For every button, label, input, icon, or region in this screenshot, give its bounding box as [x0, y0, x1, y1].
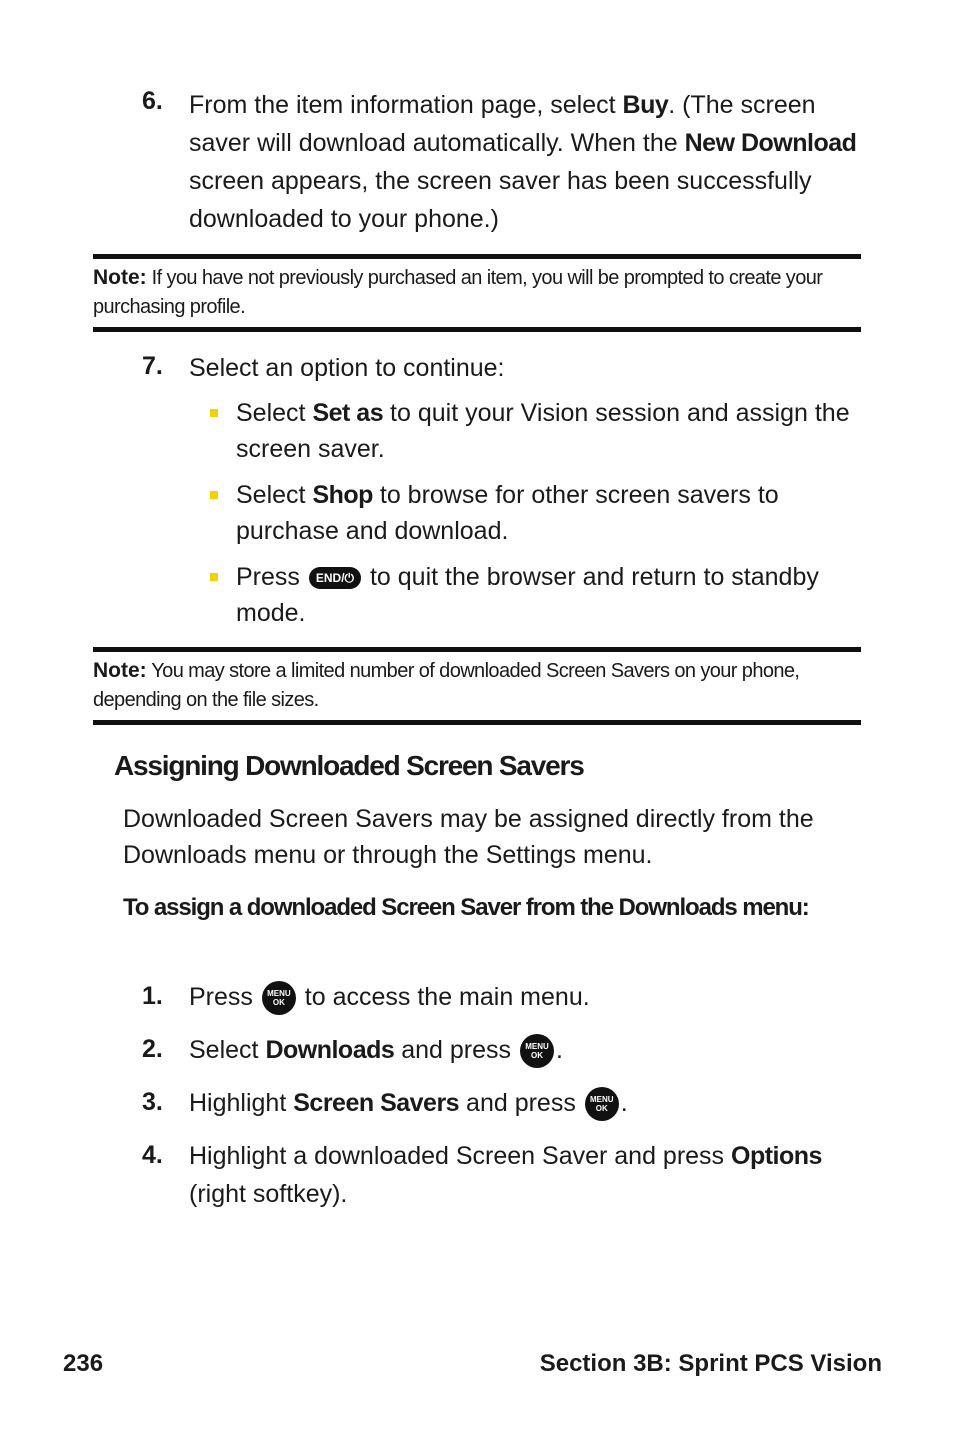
- menu-ok-key-icon: MENU OK: [585, 1087, 619, 1121]
- section-intro: Downloaded Screen Savers may be assigned directly from the Downloads menu or through the Settings menu.: [123, 805, 814, 869]
- step-number: 3.: [142, 1088, 163, 1116]
- shop-option: Shop: [312, 481, 373, 509]
- step-number: 7.: [142, 352, 163, 380]
- step-number: 1.: [142, 982, 163, 1010]
- downloads-menu: Downloads: [265, 1036, 395, 1064]
- note-box: [93, 254, 861, 332]
- new-download-screen: New Download: [684, 129, 857, 157]
- page-number: 236: [63, 1350, 104, 1377]
- step-number: 4.: [142, 1141, 163, 1169]
- bullet-icon: [210, 409, 218, 417]
- note-label: Note:: [93, 266, 147, 289]
- note-text: You may store a limited number of downloaded Screen Savers on your phone, depending on the file sizes.: [93, 660, 800, 711]
- step-number: 2.: [142, 1035, 163, 1063]
- bullet-icon: [210, 573, 218, 581]
- screen-savers-menu: Screen Savers: [293, 1089, 460, 1117]
- step-text: From the item information page, select Buy. (The screen saver will download automatically. When the New Download screen appears, the screen saver has been successfully downloaded to your phone.): [189, 91, 857, 233]
- menu-ok-key-icon: MENU OK: [520, 1034, 554, 1068]
- set-as-option: Set as: [312, 399, 384, 427]
- section-footer: Section 3B: Sprint PCS Vision: [539, 1350, 882, 1377]
- end-key-icon: END/⏻: [309, 567, 361, 589]
- note-label: Note:: [93, 659, 147, 682]
- procedure-title: To assign a downloaded Screen Saver from the Downloads menu:: [123, 894, 809, 921]
- section-heading: Assigning Downloaded Screen Savers: [114, 750, 584, 781]
- bullet-icon: [210, 491, 218, 499]
- note-box: [93, 647, 861, 725]
- menu-ok-key-icon: MENU OK: [262, 981, 296, 1015]
- buy-option: Buy: [622, 91, 669, 119]
- options-softkey: Options: [731, 1142, 822, 1170]
- note-text: If you have not previously purchased an item, you will be prompted to create your purchasing profile.: [93, 267, 823, 318]
- step-number: 6.: [142, 87, 163, 115]
- step-text: Select an option to continue:: [189, 354, 505, 382]
